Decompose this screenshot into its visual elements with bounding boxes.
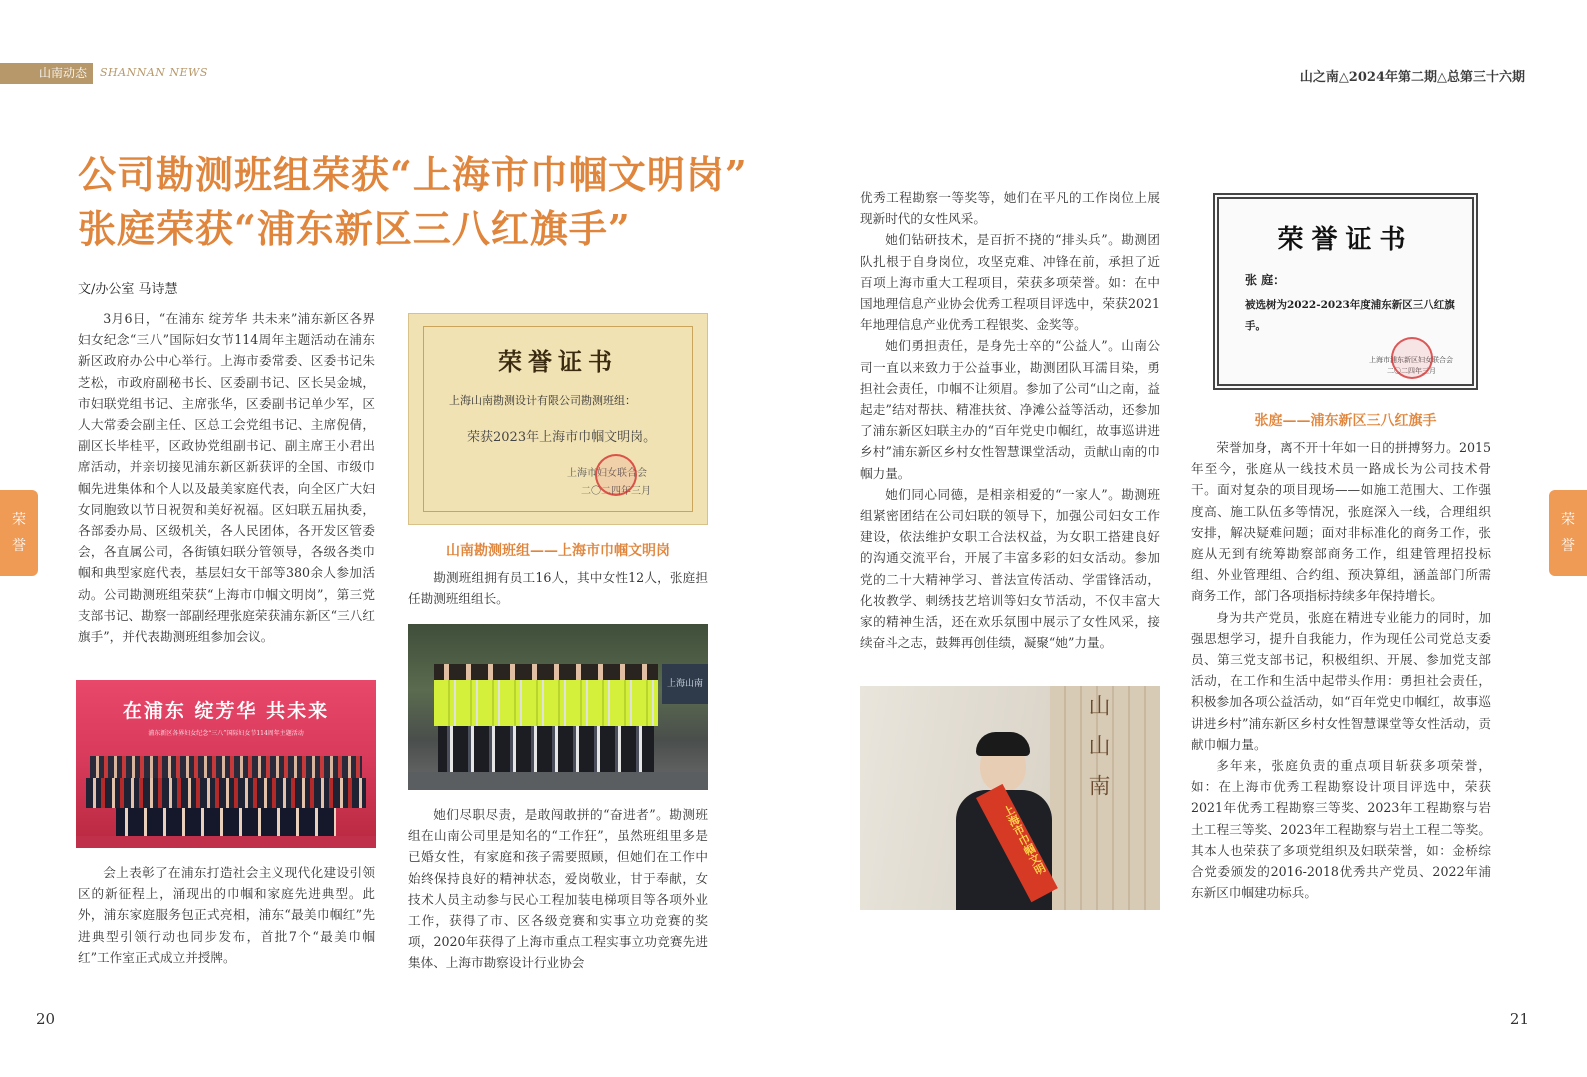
page-number-right: 21 <box>1509 1010 1529 1028</box>
side-tab-char-2: 誉 <box>12 538 26 554</box>
crowd-row-back <box>90 756 362 778</box>
side-tab-right <box>1549 490 1587 576</box>
event-photo <box>76 680 376 848</box>
side-tab-char-1: 荣 <box>12 512 26 528</box>
team-photo <box>408 624 708 790</box>
portrait-photo <box>860 686 1160 910</box>
col3-paragraph-0: 优秀工程勘察一等奖等，她们在平凡的工作岗位上展现新时代的女性风采。 <box>860 190 1160 227</box>
col1-paragraph-2: 会上表彰了在浦东打造社会主义现代化建设引领区的新征程上，涌现出的巾帼和家庭先进典型。此外，浦东家庭服务包正式亮相，浦东“最美巾帼红”先进典型引领行动也同步发布，首批7个“最美巾帼红”工作室正式成立并授牌。 <box>78 865 375 965</box>
certificate-title: 荣誉证书 <box>498 347 618 376</box>
ground <box>408 772 708 790</box>
crowd-row-front <box>116 808 336 836</box>
certificate-wenmingang <box>408 313 708 525</box>
byline: 文/办公室 马诗慧 <box>78 282 178 297</box>
issue-label: 山之南△2024年第二期△总第三十六期 <box>1299 70 1525 85</box>
certificate-issuer: 上海市妇女联合会 <box>567 468 647 479</box>
certificate-award: 荣获2023年上海市巾帼文明岗。 <box>467 430 657 445</box>
red-sash: 上海市巾帼文明 <box>976 784 1058 902</box>
red-seal-icon <box>595 454 637 496</box>
column-2-bottom <box>408 804 708 974</box>
certificate-title: 荣誉证书 <box>1277 225 1414 255</box>
column-3 <box>860 187 1160 653</box>
certificate-name: 张 庭： <box>1245 273 1286 287</box>
team-heads <box>434 664 658 680</box>
certificate-hongqishou <box>1213 193 1478 390</box>
col1-paragraph-1: 3月6日，“在浦东 绽芳华 共未来”浦东新区各界妇女纪念“三八”国际妇女节114周年主题活动在浦东新区政府办公中心举行。上海市委常委、区委书记朱芝松，市政府副秘书长、区委副书记、区长吴金城，市妇联党组书记、主席张华，区委副书记单少军，区人大常委会副主任、区总工会党组书记、主席倪倩，副区长毕桂平，区政协党组副书记、副主席王小君出席活动，并亲切接见浦东新区新获评的全国、市级巾帼先进集体和个人以及最美家庭代表，向全区广大妇女同胞致以节日祝贺和美好祝福。区妇联五届执委，各部委办局、区级机关，各人民团体，各开发区管委会，各直属公司，各街镇妇联分管领导，各级各类巾帼和典型家庭代表，基层妇女干部等380余人参加活动。公司勘测班组荣获“上海市巾帼文明岗”，第三党支部书记、勘察一部副经理张庭荣获浦东新区“三八红旗手”，并代表勘测班组参加会议。 <box>78 311 375 645</box>
col2-paragraph-2: 她们尽职尽责，是敢闯敢拼的“奋进者”。勘测班组在山南公司里是知名的“工作狂”，虽然班组里多是已婚女性，有家庭和孩子需要照顾，但她们在工作中始终保持良好的精神状态，爱岗敬业，甘于奉献，女技术人员主动参与民心工程加装电梯项目等各项外业工作，获得了市、区各级竞赛和实事立功竞赛的奖项，2020年获得了上海市重点工程实事立功竞赛先进集体、上海市勘察设计行业协会 <box>408 807 708 971</box>
col3-paragraph-3: 她们同心同德，是相亲相爱的“一家人”。勘测班组紧密团结在公司妇联的领导下，加强公司妇女工作建设，依法维护女职工合法权益，为女职工搭建良好的沟通交流平台，开展了丰富多彩的妇女活动。参加党的二十大精神学习、普法宣传活动、学雷锋活动，化妆教学、刺绣技艺培训等妇女节活动，不仅丰富大家的精神生活，还在欢乐氛围中展示了女性风采，接续奋斗之志，鼓舞再创佳绩，凝聚“她”力量。 <box>860 486 1160 651</box>
col3-paragraph-2: 她们勇担责任，是身先士卒的“公益人”。山南公司一直以来致力于公益事业，勘测团队耳濡目染，勇担社会责任，巾帼不让须眉。参加了公司“山之南，益起走”结对帮扶、精准扶贫、净滩公益等活动，还参加了浦东新区妇联主办的“百年党史巾帼红，故事巡讲进乡村”浦东新区乡村女性智慧课堂活动，贡献山南的巾帼力量。 <box>860 338 1160 481</box>
section-label: 山南动态 <box>0 63 93 84</box>
certificate-recipient: 上海山南勘测设计有限公司勘测班组： <box>449 394 636 407</box>
red-seal-icon <box>1391 337 1433 379</box>
event-banner-sub: 浦东新区各界妇女纪念“三八”国际妇女节114周年主题活动 <box>148 730 304 737</box>
title-line-2: 张庭荣获“浦东新区三八红旗手” <box>78 206 631 251</box>
column-4 <box>1191 437 1491 903</box>
team-legs <box>438 726 654 774</box>
wall-char-1: 山 <box>1085 694 1110 734</box>
caption-zhangting: 张庭——浦东新区三八红旗手 <box>1254 413 1437 429</box>
column-1-top <box>78 308 375 647</box>
col2-paragraph-1: 勘测班组拥有员工16人，其中女性12人，张庭担任勘测班组组长。 <box>408 570 708 607</box>
side-tab-left <box>0 490 38 576</box>
certificate-issuer: 上海市浦东新区妇女联合会 <box>1369 356 1453 364</box>
stage-floor <box>76 836 376 848</box>
column-2-top <box>408 567 708 609</box>
caption-team: 山南勘测班组——上海市巾帼文明岗 <box>446 543 670 559</box>
column-1-bottom <box>78 862 375 968</box>
portrait-hair <box>976 732 1030 756</box>
wall-characters <box>1082 694 1113 814</box>
side-tab-char-1: 荣 <box>1561 512 1575 528</box>
col4-paragraph-2: 身为共产党员，张庭在精进专业能力的同时，加强思想学习，提升自我能力，作为现任公司党总支委员、第三党支部书记，积极组织、开展、参加党支部活动，在工作和生活中起带头作用：勇担社会责任，积极参加各项公益活动，如“百年党史巾帼红，故事巡讲进乡村”浦东新区乡村女性智慧课堂等女性活动，贡献巾帼力量。 <box>1191 609 1491 752</box>
team-safety-vests <box>434 680 658 726</box>
article-title <box>78 148 758 256</box>
company-sign: 上海山南 <box>662 664 708 704</box>
title-line-1: 公司勘测班组荣获“上海市巾帼文明岗” <box>78 152 748 197</box>
page-number-left: 20 <box>36 1010 56 1028</box>
wall-char-3: 南 <box>1085 774 1110 814</box>
wall-char-2: 山 <box>1085 734 1110 774</box>
certificate-date: 二〇二四年三月 <box>1387 367 1436 375</box>
col4-paragraph-3: 多年来，张庭负责的重点项目斩获多项荣誉，如：在上海市优秀工程勘察设计项目评选中，荣获2021年优秀工程勘察三等奖、2023年工程勘察与岩土工程三等奖、2023年工程勘察与岩土工程二等奖。其本人也荣获了多项党组织及妇联荣誉，如：金桥综合党委颁发的2016-2018优秀共产党员、2022年浦东新区巾帼建功标兵。 <box>1191 758 1491 901</box>
certificate-body: 被选树为2022-2023年度浦东新区三八红旗手。 <box>1245 299 1455 332</box>
side-tab-char-2: 誉 <box>1561 538 1575 554</box>
col4-paragraph-1: 荣誉加身，离不开十年如一日的拼搏努力。2015年至今，张庭从一线技术员一路成长为公司技术骨干。面对复杂的项目现场——如施工范围大、工作强度高、施工队伍多等情况，张庭深入一线，合理组织安排，解决疑难问题；面对非标准化的商务工作，张庭从无到有统筹勘察部商务工作，组建管理招投标组、外业管理组、合约组、预决算组，涵盖部门所需商务工作，部门各项指标持续多年保持增长。 <box>1191 440 1491 604</box>
certificate-date: 二〇二四年三月 <box>581 486 651 497</box>
col3-paragraph-1: 她们钻研技术，是百折不挠的“排头兵”。勘测团队扎根于自身岗位，攻坚克难、冲锋在前，承担了近百项上海市重大工程项目，荣获多项荣誉。如：在中国地理信息产业协会优秀工程项目评选中，荣获2021年地理信息产业优秀工程银奖、金奖等。 <box>860 232 1160 333</box>
section-label-en: SHANNAN NEWS <box>100 66 208 79</box>
crowd-row-middle <box>86 778 366 808</box>
event-banner-main: 在浦东 绽芳华 共未来 <box>122 700 330 722</box>
